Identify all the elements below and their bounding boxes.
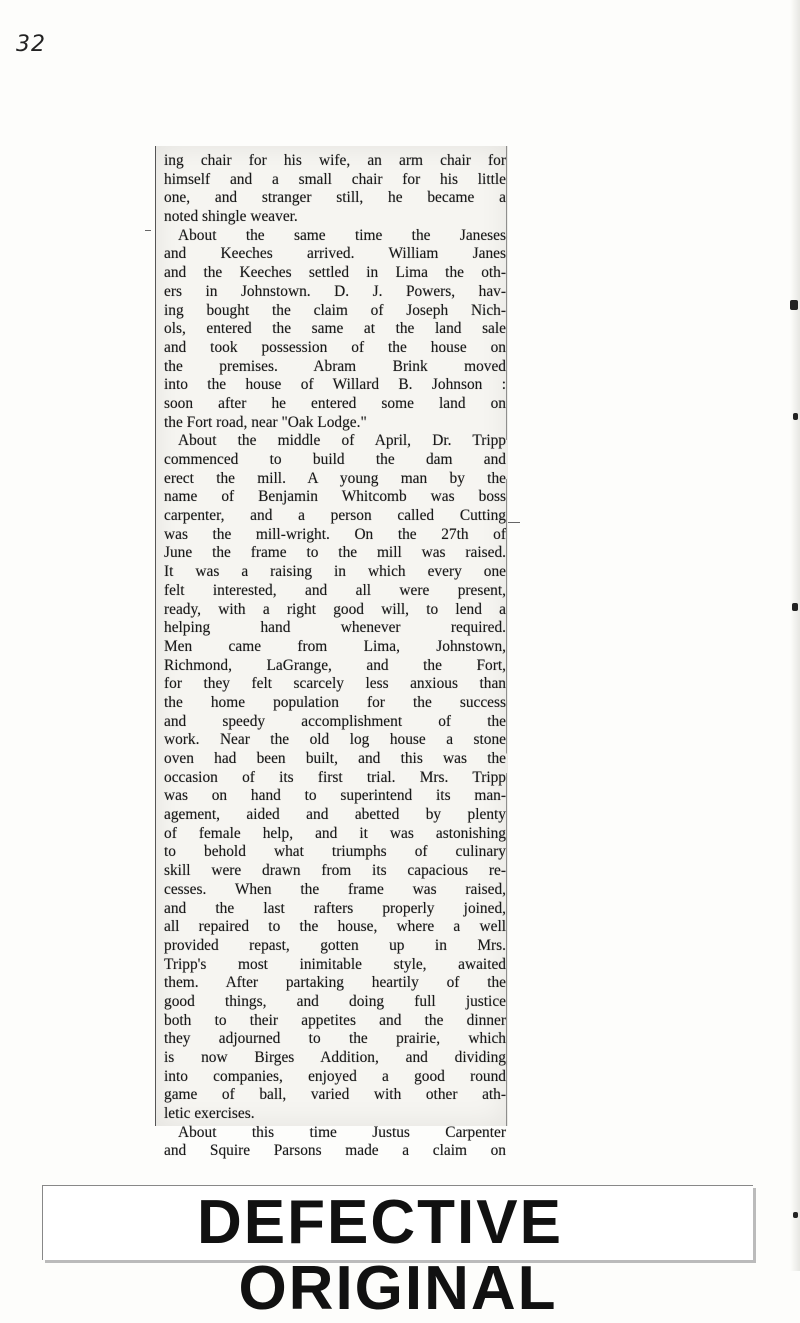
article-line: erect the mill. A young man by the	[164, 469, 506, 487]
article-line: soon after he entered some land on	[164, 394, 506, 412]
article-line: good things, and doing full justice	[164, 992, 506, 1010]
article-line: and speedy accomplishment of the	[164, 712, 506, 730]
clipping-tick-mark	[508, 522, 520, 523]
article-line: felt interested, and all were present,	[164, 581, 506, 599]
article-line: one, and stranger still, he became a	[164, 189, 506, 207]
article-line: and the Keeches settled in Lima the oth-	[164, 264, 506, 282]
article-line: and the last rafters properly joined,	[164, 899, 506, 917]
edge-mark	[790, 300, 798, 310]
article-text	[164, 152, 506, 1161]
article-line: ing chair for his wife, an arm chair for	[164, 152, 506, 169]
article-line: ing bought the claim of Joseph Nich-	[164, 301, 506, 319]
article-line: them. After partaking heartily of the	[164, 974, 506, 992]
article-line: June the frame to the mill was raised.	[164, 544, 506, 562]
article-line: the Fort road, near "Oak Lodge."	[164, 413, 367, 431]
article-line: name of Benjamin Whitcomb was boss	[164, 488, 506, 506]
article-line: letic exercises.	[164, 1105, 255, 1123]
article-line: of female help, and it was astonishing	[164, 824, 506, 842]
article-line: Men came from Lima, Johnstown,	[164, 637, 506, 655]
article-line: commenced to build the dam and	[164, 451, 506, 468]
page-number: 32	[16, 32, 46, 57]
stamp-text	[43, 1190, 753, 1322]
article-line: was on hand to superintend its man-	[164, 787, 506, 805]
newspaper-clipping	[155, 146, 508, 1160]
article-line: carpenter, and a person called Cutting	[164, 507, 506, 525]
article-line: both to their appetites and the dinner	[164, 1011, 506, 1029]
article-line: and Squire Parsons made a claim on	[164, 1142, 506, 1160]
article-line: and took possession of the house on	[164, 338, 506, 356]
article-line: It was a raising in which every one	[164, 563, 506, 581]
article-line: all repaired to the house, where a well	[164, 918, 506, 936]
article-line: ready, with a right good will, to lend a	[164, 600, 506, 618]
article-line: work. Near the old log house a stone	[164, 731, 506, 749]
article-line: occasion of its first trial. Mrs. Tripp	[164, 768, 506, 786]
article-line: they adjourned to the prairie, which	[164, 1030, 506, 1048]
stamp-word-defective: DEFECTIVE	[197, 1188, 563, 1257]
clipping-tick-mark	[145, 230, 151, 231]
article-line: and Keeches arrived. William Janes	[164, 245, 506, 263]
article-line: Tripp's most inimitable style, awaited	[164, 955, 506, 973]
edge-mark	[793, 413, 798, 420]
article-line: About the middle of April, Dr. Tripp	[178, 432, 506, 450]
article-line: into companies, enjoyed a good round	[164, 1067, 506, 1085]
scan-edge	[790, 0, 800, 1271]
article-line: was the mill-wright. On the 27th of	[164, 525, 506, 543]
article-line: Richmond, LaGrange, and the Fort,	[164, 656, 506, 674]
article-line: skill were drawn from its capacious re-	[164, 862, 506, 880]
article-line: cesses. When the frame was raised,	[164, 880, 506, 898]
article-line: is now Birges Addition, and dividing	[164, 1049, 506, 1066]
stamp-word-original: ORIGINAL	[238, 1254, 558, 1323]
article-line: noted shingle weaver.	[164, 208, 298, 226]
article-line: ers in Johnstown. D. J. Powers, hav-	[164, 282, 506, 300]
edge-mark	[793, 1212, 798, 1218]
article-line: oven had been built, and this was the	[164, 750, 506, 767]
article-line: provided repast, gotten up in Mrs.	[164, 936, 506, 954]
clipping-edge-rule	[506, 146, 507, 1126]
defective-original-stamp	[42, 1185, 753, 1323]
article-line: ols, entered the same at the land sale	[164, 320, 506, 338]
article-line: helping hand whenever required.	[164, 619, 506, 637]
article-line: to behold what triumphs of culinary	[164, 843, 506, 861]
article-line: the home population for the success	[164, 693, 506, 711]
article-line: About the same time the Janeses	[178, 226, 506, 244]
article-line: game of ball, varied with other ath-	[164, 1086, 506, 1104]
article-line: for they felt scarcely less anxious than	[164, 675, 506, 693]
article-line: agement, aided and abetted by plenty	[164, 806, 506, 824]
article-line: himself and a small chair for his little	[164, 170, 506, 188]
article-line: the premises. Abram Brink moved	[164, 357, 506, 375]
article-line: into the house of Willard B. Johnson :	[164, 376, 506, 394]
edge-mark	[792, 603, 798, 611]
article-line: About this time Justus Carpenter	[178, 1123, 506, 1141]
